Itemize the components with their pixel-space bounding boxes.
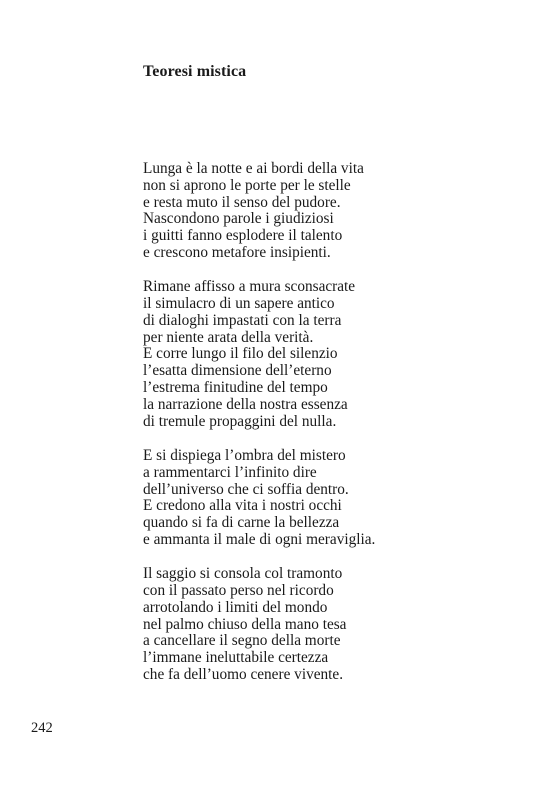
poem-line: l’immane ineluttabile certezza xyxy=(143,649,329,667)
poem-line: l’estrema finitudine del tempo xyxy=(143,379,328,397)
poem-line: e crescono metafore insipienti. xyxy=(143,243,331,261)
poem-line: E si dispiega l’ombra del mistero xyxy=(143,446,346,464)
poem-line: che fa dell’uomo cenere vivente. xyxy=(143,666,344,684)
poem-line: quando si fa di carne la bellezza xyxy=(143,514,340,532)
poem-line: il simulacro di un sapere antico xyxy=(143,295,335,313)
poem-line: non si aprono le porte per le stelle xyxy=(143,176,351,194)
stanza-2 xyxy=(143,279,523,430)
poem-title: Teoresi mistica xyxy=(143,63,247,80)
poem-line: a cancellare il segno della morte xyxy=(143,632,341,650)
page-number: 242 xyxy=(31,720,53,736)
poem-line: E corre lungo il filo del silenzio xyxy=(143,345,338,363)
poem-line: di dialoghi impastati con la terra xyxy=(143,311,342,329)
poem-line: l’esatta dimensione dell’eterno xyxy=(143,362,332,380)
poem-line: a rammentarci l’infinito dire xyxy=(143,463,317,481)
poem-line: Rimane affisso a mura sconsacrate xyxy=(143,278,356,296)
poem-line: i guitti fanno esplodere il talento xyxy=(143,227,343,245)
poem-line: per niente arata della verità. xyxy=(143,328,314,346)
poem-line: e ammanta il male di ogni meraviglia. xyxy=(143,530,376,548)
poem-line: Lunga è la notte e ai bordi della vita xyxy=(143,160,364,177)
poem-line: arrotolando i limiti del mondo xyxy=(143,598,328,616)
stanza-3 xyxy=(143,448,523,549)
poem-line: la narrazione della nostra essenza xyxy=(143,395,348,413)
stanza-4 xyxy=(143,566,523,684)
poem-line: nel palmo chiuso della mano tesa xyxy=(143,615,347,633)
poem-body xyxy=(143,161,523,701)
poem-line: di tremule propaggini del nulla. xyxy=(143,412,337,430)
poem-line: Nascondono parole i giudiziosi xyxy=(143,210,334,228)
poem-line: con il passato perso nel ricordo xyxy=(143,582,334,600)
stanza-1 xyxy=(143,161,523,262)
poem-line: e resta muto il senso del pudore. xyxy=(143,193,341,211)
poem-line: Il saggio si consola col tramonto xyxy=(143,565,343,583)
poem-line: dell’universo che ci soffia dentro. xyxy=(143,480,349,498)
poem-line: E credono alla vita i nostri occhi xyxy=(143,497,342,515)
